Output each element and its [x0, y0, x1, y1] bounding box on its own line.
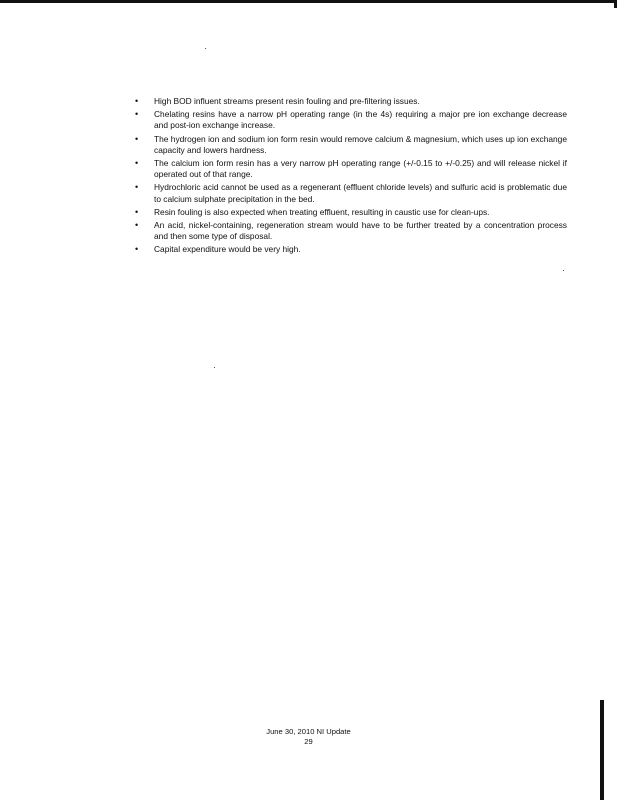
bullet-text: The hydrogen ion and sodium ion form resin would remove calcium & magnesium, which uses up ion exchange capacity and lowers hardness.	[154, 133, 567, 155]
page-number: 29	[304, 737, 313, 746]
bullet-item	[135, 158, 567, 180]
bullet-marker: •	[135, 220, 139, 231]
bullet-marker: •	[135, 109, 139, 120]
page-footer	[0, 727, 617, 747]
bullet-marker: •	[135, 96, 139, 106]
bullet-text: Resin fouling is also expected when treating effluent, resulting in caustic use for clean-ups.	[154, 206, 490, 217]
bullet-marker: •	[135, 182, 139, 193]
scan-speck	[214, 367, 215, 368]
bullet-marker: •	[135, 158, 139, 169]
bullet-text: High BOD influent streams present resin fouling and pre-filtering issues.	[154, 96, 420, 106]
bullet-item	[135, 109, 567, 131]
bullet-text: Chelating resins have a narrow pH operating range (in the 4s) requiring a major pre ion exchange decrease and post-ion exchange increase.	[154, 109, 567, 131]
bullet-text: The calcium ion form resin has a very narrow pH operating range (+/-0.15 to +/-0.25) and will release nickel if operated out of that range.	[154, 158, 567, 180]
scan-speck	[205, 48, 206, 49]
bullet-item	[135, 182, 567, 204]
bullet-text: Capital expenditure would be very high.	[154, 244, 301, 255]
bullet-item	[135, 244, 567, 255]
bullet-marker: •	[135, 244, 139, 255]
scan-edge-top	[0, 0, 617, 3]
bullet-text: Hydrochloric acid cannot be used as a regenerant (effluent chloride levels) and sulfuric acid is problematic due to calcium sulphate precipitation in the bed.	[154, 182, 567, 204]
bullet-item	[135, 96, 567, 107]
bullet-marker: •	[135, 133, 139, 144]
bullet-list	[135, 96, 567, 258]
bullet-item	[135, 220, 567, 242]
scan-edge-right-bottom	[600, 700, 604, 800]
bullet-text: An acid, nickel-containing, regeneration stream would have to be further treated by a concentration process and then some type of disposal.	[154, 220, 567, 242]
bullet-marker: •	[135, 206, 139, 217]
bullet-item	[135, 207, 567, 218]
footer-date: June 30, 2010 NI Update	[266, 727, 351, 736]
scan-speck	[563, 270, 564, 271]
bullet-item	[135, 134, 567, 156]
